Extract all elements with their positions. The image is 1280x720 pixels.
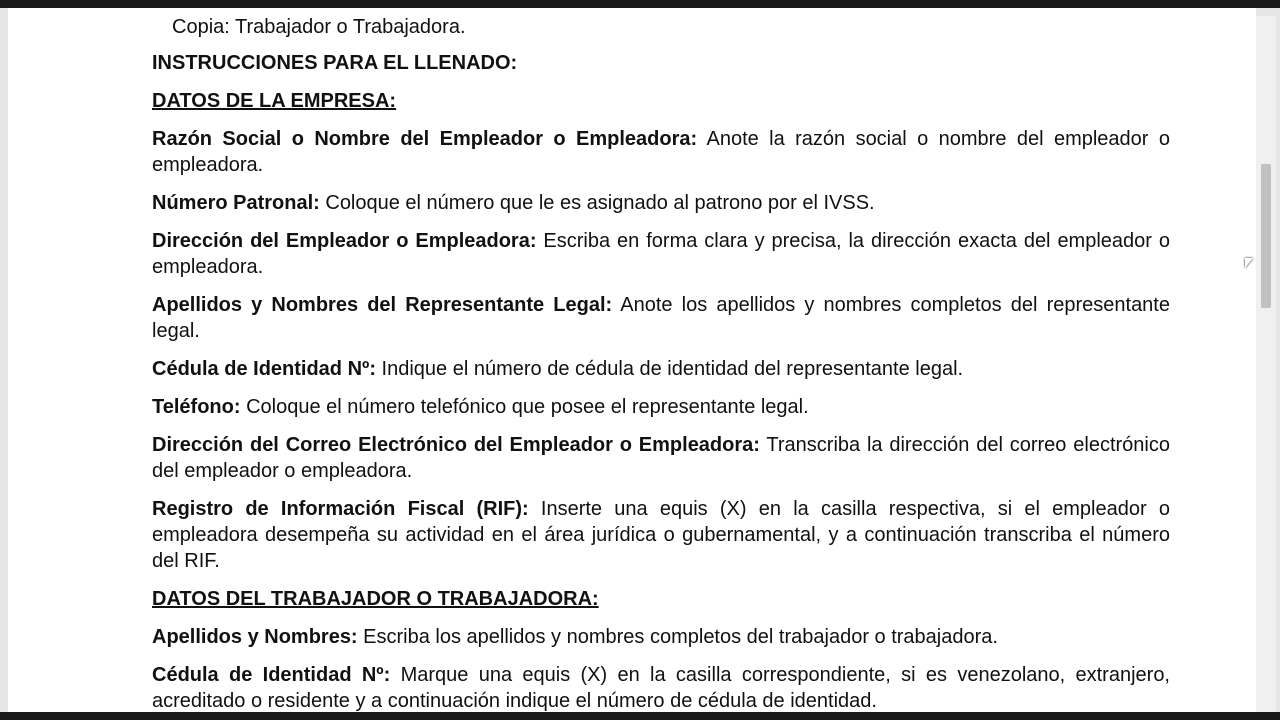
instructions-title: INSTRUCCIONES PARA EL LLENADO: (152, 52, 518, 74)
paragraph-correo-electronico (152, 432, 1170, 484)
field-label: Razón Social o Nombre del Empleador o Empleadora: (152, 128, 698, 150)
paragraph-apellidos-nombres (152, 624, 1170, 650)
field-label: Cédula de Identidad Nº: (152, 664, 391, 686)
field-description: Coloque el número telefónico que posee el representante legal. (240, 396, 809, 418)
paragraph-numero-patronal (152, 190, 1170, 216)
paragraph-cedula-trabajador (152, 662, 1170, 712)
field-label: Número Patronal: (152, 192, 320, 214)
field-description: Transcriba la dirección del correo electrónico del empleador o empleadora. (152, 434, 1170, 482)
vertical-scrollbar[interactable] (1256, 16, 1276, 712)
scrollbar-thumb[interactable] (1261, 164, 1271, 308)
field-description: Coloque el número que le es asignado al patrono por el IVSS. (319, 192, 875, 214)
field-label: Apellidos y Nombres del Representante Legal: (152, 294, 613, 316)
field-description: Anote los apellidos y nombres completos del representante legal. (152, 294, 1170, 342)
copy-line: Copia: Trabajador o Trabajadora. (172, 16, 466, 38)
mouse-cursor-icon (1245, 258, 1253, 268)
field-label: Cédula de Identidad Nº: (152, 358, 376, 380)
section-heading-company: DATOS DE LA EMPRESA: (152, 90, 397, 112)
document-page (8, 8, 1256, 712)
paragraph-representante-legal (152, 292, 1170, 344)
paragraph-razon-social (152, 126, 1170, 178)
field-label: Teléfono: (152, 396, 241, 418)
paragraph-rif (152, 496, 1170, 574)
paragraph-telefono (152, 394, 1170, 420)
field-label: Dirección del Empleador o Empleadora: (152, 230, 537, 252)
field-description: Escriba los apellidos y nombres completos del trabajador o trabajadora. (357, 626, 998, 648)
field-label: Apellidos y Nombres: (152, 626, 358, 648)
field-description: Indique el número de cédula de identidad del representante legal. (375, 358, 964, 380)
field-description: Inserte una equis (X) en la casilla respectiva, si el empleador o empleadora desempeña su actividad en el área jurídica o gubernamental, y a continuación transcriba el número del RIF. (152, 498, 1170, 572)
paragraph-direccion-empleador (152, 228, 1170, 280)
document-viewer (0, 8, 1280, 712)
field-description: Marque una equis (X) en la casilla correspondiente, si es venezolano, extranjero, acreditado o residente y a continuación indique el número de cédula de identidad. (152, 664, 1170, 712)
page-content (152, 14, 1170, 712)
field-description: Escriba en forma clara y precisa, la dirección exacta del empleador o empleadora. (152, 230, 1170, 278)
paragraph-cedula-representante (152, 356, 1170, 382)
section-heading-worker: DATOS DEL TRABAJADOR O TRABAJADORA: (152, 588, 599, 610)
field-label: Dirección del Correo Electrónico del Empleador o Empleadora: (152, 434, 760, 456)
field-description: Anote la razón social o nombre del empleador o empleadora. (152, 128, 1170, 176)
field-label: Registro de Información Fiscal (RIF): (152, 498, 529, 520)
